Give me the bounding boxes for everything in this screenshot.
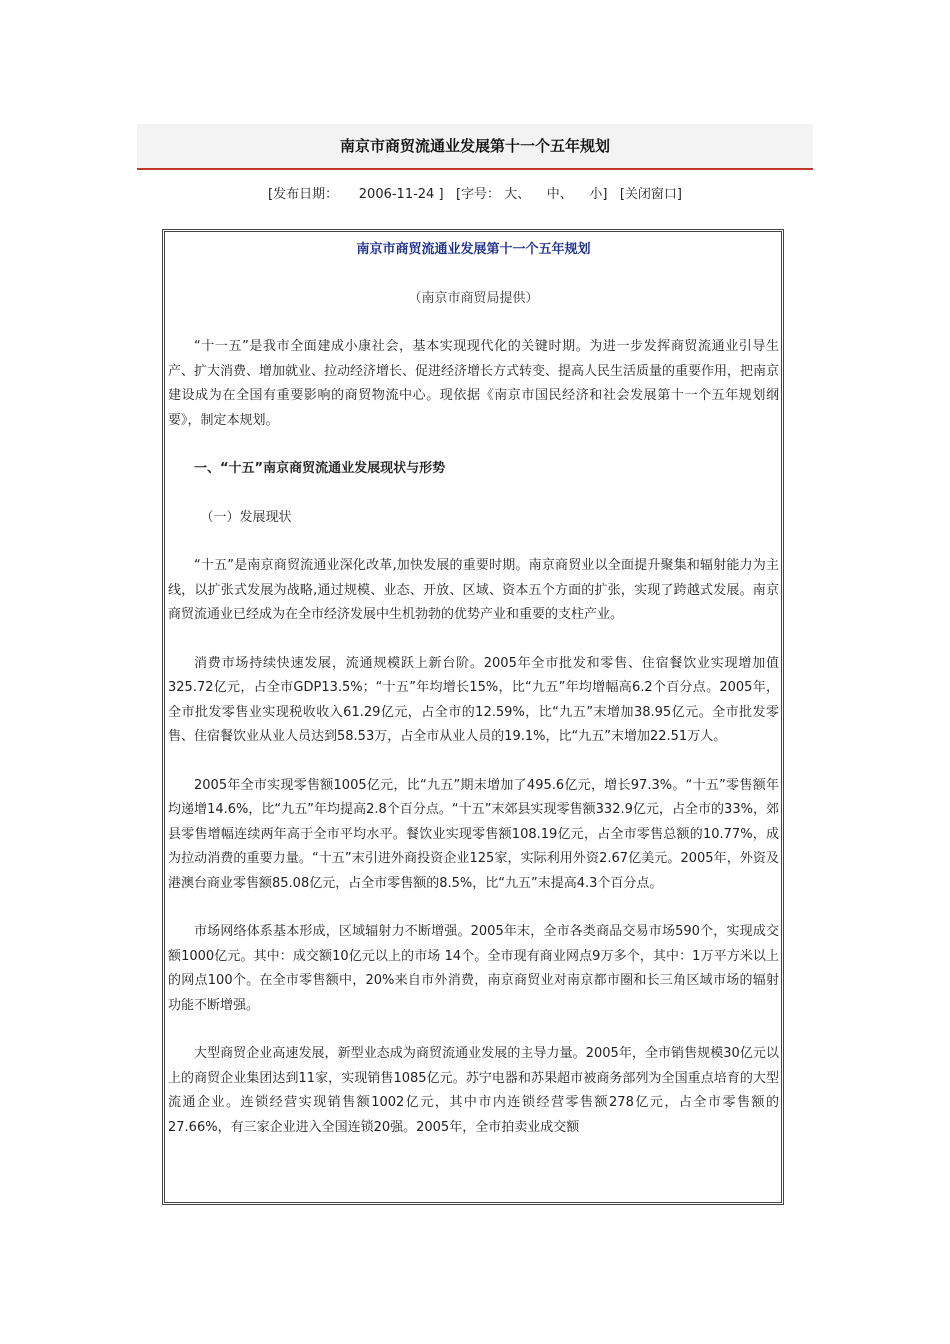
publish-date-value: 2006-11-24 ] [358, 187, 444, 202]
font-size-medium-link[interactable]: 中、 [546, 187, 573, 202]
body-paragraph: 市场网络体系基本形成，区域辐射力不断增强。2005年末，全市各类商品交易市场590个，实现成交额1000亿元。其中：成交额10亿元以上的市场 14个。全市现有商业网点9万多个，其中：1万平方米以上的网点100个。在全市零售额中，20%来自市外消费，南京商贸业对南京都市圈和长三角区域市场的辐射功能不断增强。 [168, 924, 779, 1013]
font-size-large-link[interactable]: 大、 [504, 187, 531, 202]
intro-paragraph: “十一五”是我市全面建成小康社会，基本实现现代化的关键时期。为进一步发挥商贸流通业引导生产、扩大消费、增加就业、拉动经济增长、促进经济增长方式转变、提高人民生活质量的重要作用，把南京建设成为在全国有重要影响的商贸物流中心。现依据《南京市国民经济和社会发展第十一个五年规划纲要》，制定本规划。 [168, 339, 780, 428]
page-title: 南京市商贸流通业发展第十一个五年规划 [339, 137, 610, 155]
document-source: （南京市商贸局提供） [408, 290, 539, 306]
meta-line [137, 183, 813, 202]
document-title: 南京市商贸流通业发展第十一个五年规划 [356, 242, 591, 257]
section-heading: 一、“十五”南京商贸流通业发展现状与形势 [194, 461, 446, 476]
subsection-heading: （一）发展现状 [200, 509, 292, 525]
body-paragraph: “十五”是南京商贸流通业深化改革,加快发展的重要时期。南京商贸业以全面提升聚集和辐射能力为主线，以扩张式发展为战略,通过规模、业态、开放、区域、资本五个方面的扩张，实现了跨越式发展。南京商贸流通业已经成为在全市经济发展中生机勃勃的优势产业和重要的支柱产业。 [168, 558, 779, 622]
font-size-small-link[interactable]: 小] [589, 187, 608, 202]
close-window-link[interactable]: [关闭窗口] [619, 187, 682, 202]
article-content-box [162, 229, 784, 1205]
body-paragraph: 大型商贸企业高速发展，新型业态成为商贸流通业发展的主导力量。2005年，全市销售规模30亿元以上的商贸企业集团达到11家，实现销售1085亿元。苏宁电器和苏果超市被商务部列为全国重点培育的大型流通企业。连锁经营实现销售额1002亿元，其中市内连锁经营零售额278亿元，占全市零售额的27.66%，有三家企业进入全国连锁20强。2005年，全市拍卖业成交额 [168, 1046, 779, 1135]
article-body [165, 232, 781, 1140]
body-paragraph: 2005年全市实现零售额1005亿元，比“九五”期末增加了495.6亿元，增长97.3%。“十五”零售额年均递增14.6%，比“九五”年均提高2.8个百分点。“十五”末郊县实现零售额332.9亿元，占全市的33%，郊县零售增幅连续两年高于全市平均水平。餐饮业实现零售额108.19亿元，占全市零售总额的10.77%，成为拉动消费的重要力量。“十五”末引进外商投资企业125家，实际利用外资2.67亿美元。2005年，外资及港澳台商业零售额85.08亿元，占全市零售额的8.5%，比“九五”末提高4.3个百分点。 [168, 777, 779, 891]
font-size-label: [字号： [455, 187, 501, 202]
body-paragraph: 消费市场持续快速发展，流通规模跃上新台阶。2005年全市批发和零售、住宿餐饮业实现增加值325.72亿元，占全市GDP13.5%；“十五”年均增长15%，比“九五”年均增幅高6.2个百分点。2005年，全市批发零售业实现税收收入61.29亿元，占全市的12.59%，比“九五”末增加38.95亿元。全市批发零售、住宿餐饮业从业人员达到58.53万，占全市从业人员的19.1%，比“九五”末增加22.51万人。 [168, 655, 779, 744]
header-bar [137, 124, 813, 170]
publish-date-label: [发布日期： [268, 187, 339, 202]
